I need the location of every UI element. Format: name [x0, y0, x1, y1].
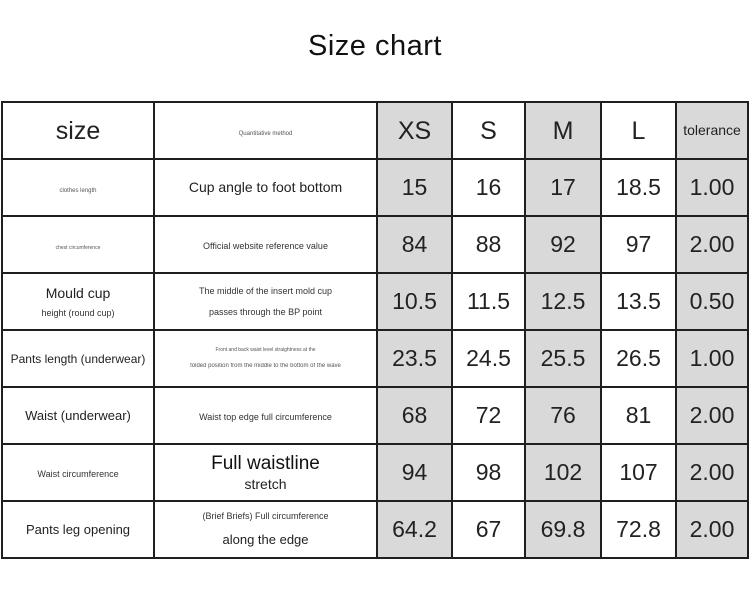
- row-label-text: Pants length (underwear): [10, 351, 146, 366]
- header-method-label: Quantitative method: [238, 130, 293, 137]
- size-l-label: L: [631, 116, 646, 145]
- row-method-subtext: passes through the BP point: [209, 306, 322, 317]
- row-method: [154, 273, 377, 330]
- row-label-text: chest circumference: [55, 244, 101, 251]
- value-l: 97: [601, 216, 676, 273]
- value-s: 11.5: [452, 273, 525, 330]
- value-s: 98: [452, 444, 525, 501]
- value-m: 25.5: [525, 330, 601, 387]
- table-row: [2, 501, 748, 558]
- size-xs-label: XS: [397, 116, 432, 145]
- value-m: 69.8: [525, 501, 601, 558]
- size-m-label: M: [552, 116, 574, 145]
- row-method-text: Official website reference value: [203, 240, 328, 251]
- value-l: 18.5: [601, 159, 676, 216]
- row-method: [154, 159, 377, 216]
- page-title: Size chart: [308, 30, 442, 62]
- row-method-text: Cup angle to foot bottom: [188, 178, 343, 195]
- row-label: [2, 273, 154, 330]
- value-m: 17: [525, 159, 601, 216]
- value-l: 72.8: [601, 501, 676, 558]
- value-tolerance: 2.00: [676, 501, 748, 558]
- value-m: 12.5: [525, 273, 601, 330]
- row-label-text: Mould cup: [45, 284, 111, 301]
- value-l: 81: [601, 387, 676, 444]
- row-method-text: (Brief Briefs) Full circumference: [202, 511, 329, 522]
- value-l: 107: [601, 444, 676, 501]
- row-label-text: clothes length: [59, 187, 97, 194]
- table-row: [2, 216, 748, 273]
- value-xs: 15: [377, 159, 452, 216]
- value-s: 67: [452, 501, 525, 558]
- row-method-text: Waist top edge full circumference: [199, 411, 332, 422]
- row-method-subtext: along the edge: [222, 532, 309, 548]
- row-method-text: Front and back waist level straightness at the: [215, 346, 316, 353]
- value-s: 16: [452, 159, 525, 216]
- header-tolerance: [676, 102, 748, 159]
- value-tolerance: 1.00: [676, 159, 748, 216]
- value-xs: 68: [377, 387, 452, 444]
- value-m: 92: [525, 216, 601, 273]
- row-method-text: Full waistline: [211, 452, 320, 474]
- header-row: [2, 102, 748, 159]
- value-tolerance: 2.00: [676, 387, 748, 444]
- header-size-s: [452, 102, 525, 159]
- value-tolerance: 2.00: [676, 444, 748, 501]
- row-label-subtext: height (round cup): [41, 307, 115, 318]
- header-size-m: [525, 102, 601, 159]
- row-method: [154, 501, 377, 558]
- row-method: [154, 330, 377, 387]
- row-method: [154, 216, 377, 273]
- value-xs: 64.2: [377, 501, 452, 558]
- value-xs: 84: [377, 216, 452, 273]
- value-m: 102: [525, 444, 601, 501]
- row-label: [2, 444, 154, 501]
- value-m: 76: [525, 387, 601, 444]
- table-row: [2, 273, 748, 330]
- value-xs: 23.5: [377, 330, 452, 387]
- table-row: [2, 330, 748, 387]
- tolerance-label: tolerance: [683, 121, 741, 138]
- header-method: [154, 102, 377, 159]
- table-row: [2, 444, 748, 501]
- row-label: [2, 159, 154, 216]
- row-label-text: Waist (underwear): [25, 407, 131, 423]
- row-method: [154, 444, 377, 501]
- value-tolerance: 2.00: [676, 216, 748, 273]
- row-method-text: The middle of the insert mold cup: [198, 285, 333, 296]
- row-label-text: Pants leg opening: [25, 521, 131, 537]
- row-label: [2, 387, 154, 444]
- row-method-subtext: stretch: [244, 475, 287, 492]
- row-method: [154, 387, 377, 444]
- value-l: 13.5: [601, 273, 676, 330]
- row-method-subtext: folded position from the middle to the bottom of the wave: [190, 362, 341, 369]
- value-s: 24.5: [452, 330, 525, 387]
- header-size-label: size: [55, 116, 101, 145]
- header-size-xs: [377, 102, 452, 159]
- header-size-l: [601, 102, 676, 159]
- value-tolerance: 1.00: [676, 330, 748, 387]
- row-label-text: Waist circumference: [37, 468, 119, 479]
- value-l: 26.5: [601, 330, 676, 387]
- size-s-label: S: [480, 116, 497, 145]
- value-s: 88: [452, 216, 525, 273]
- table-row: [2, 387, 748, 444]
- value-xs: 10.5: [377, 273, 452, 330]
- value-s: 72: [452, 387, 525, 444]
- value-xs: 94: [377, 444, 452, 501]
- value-tolerance: 0.50: [676, 273, 748, 330]
- size-chart-table: [1, 101, 749, 559]
- row-label: [2, 216, 154, 273]
- row-label: [2, 330, 154, 387]
- table-row: [2, 159, 748, 216]
- header-size: [2, 102, 154, 159]
- row-label: [2, 501, 154, 558]
